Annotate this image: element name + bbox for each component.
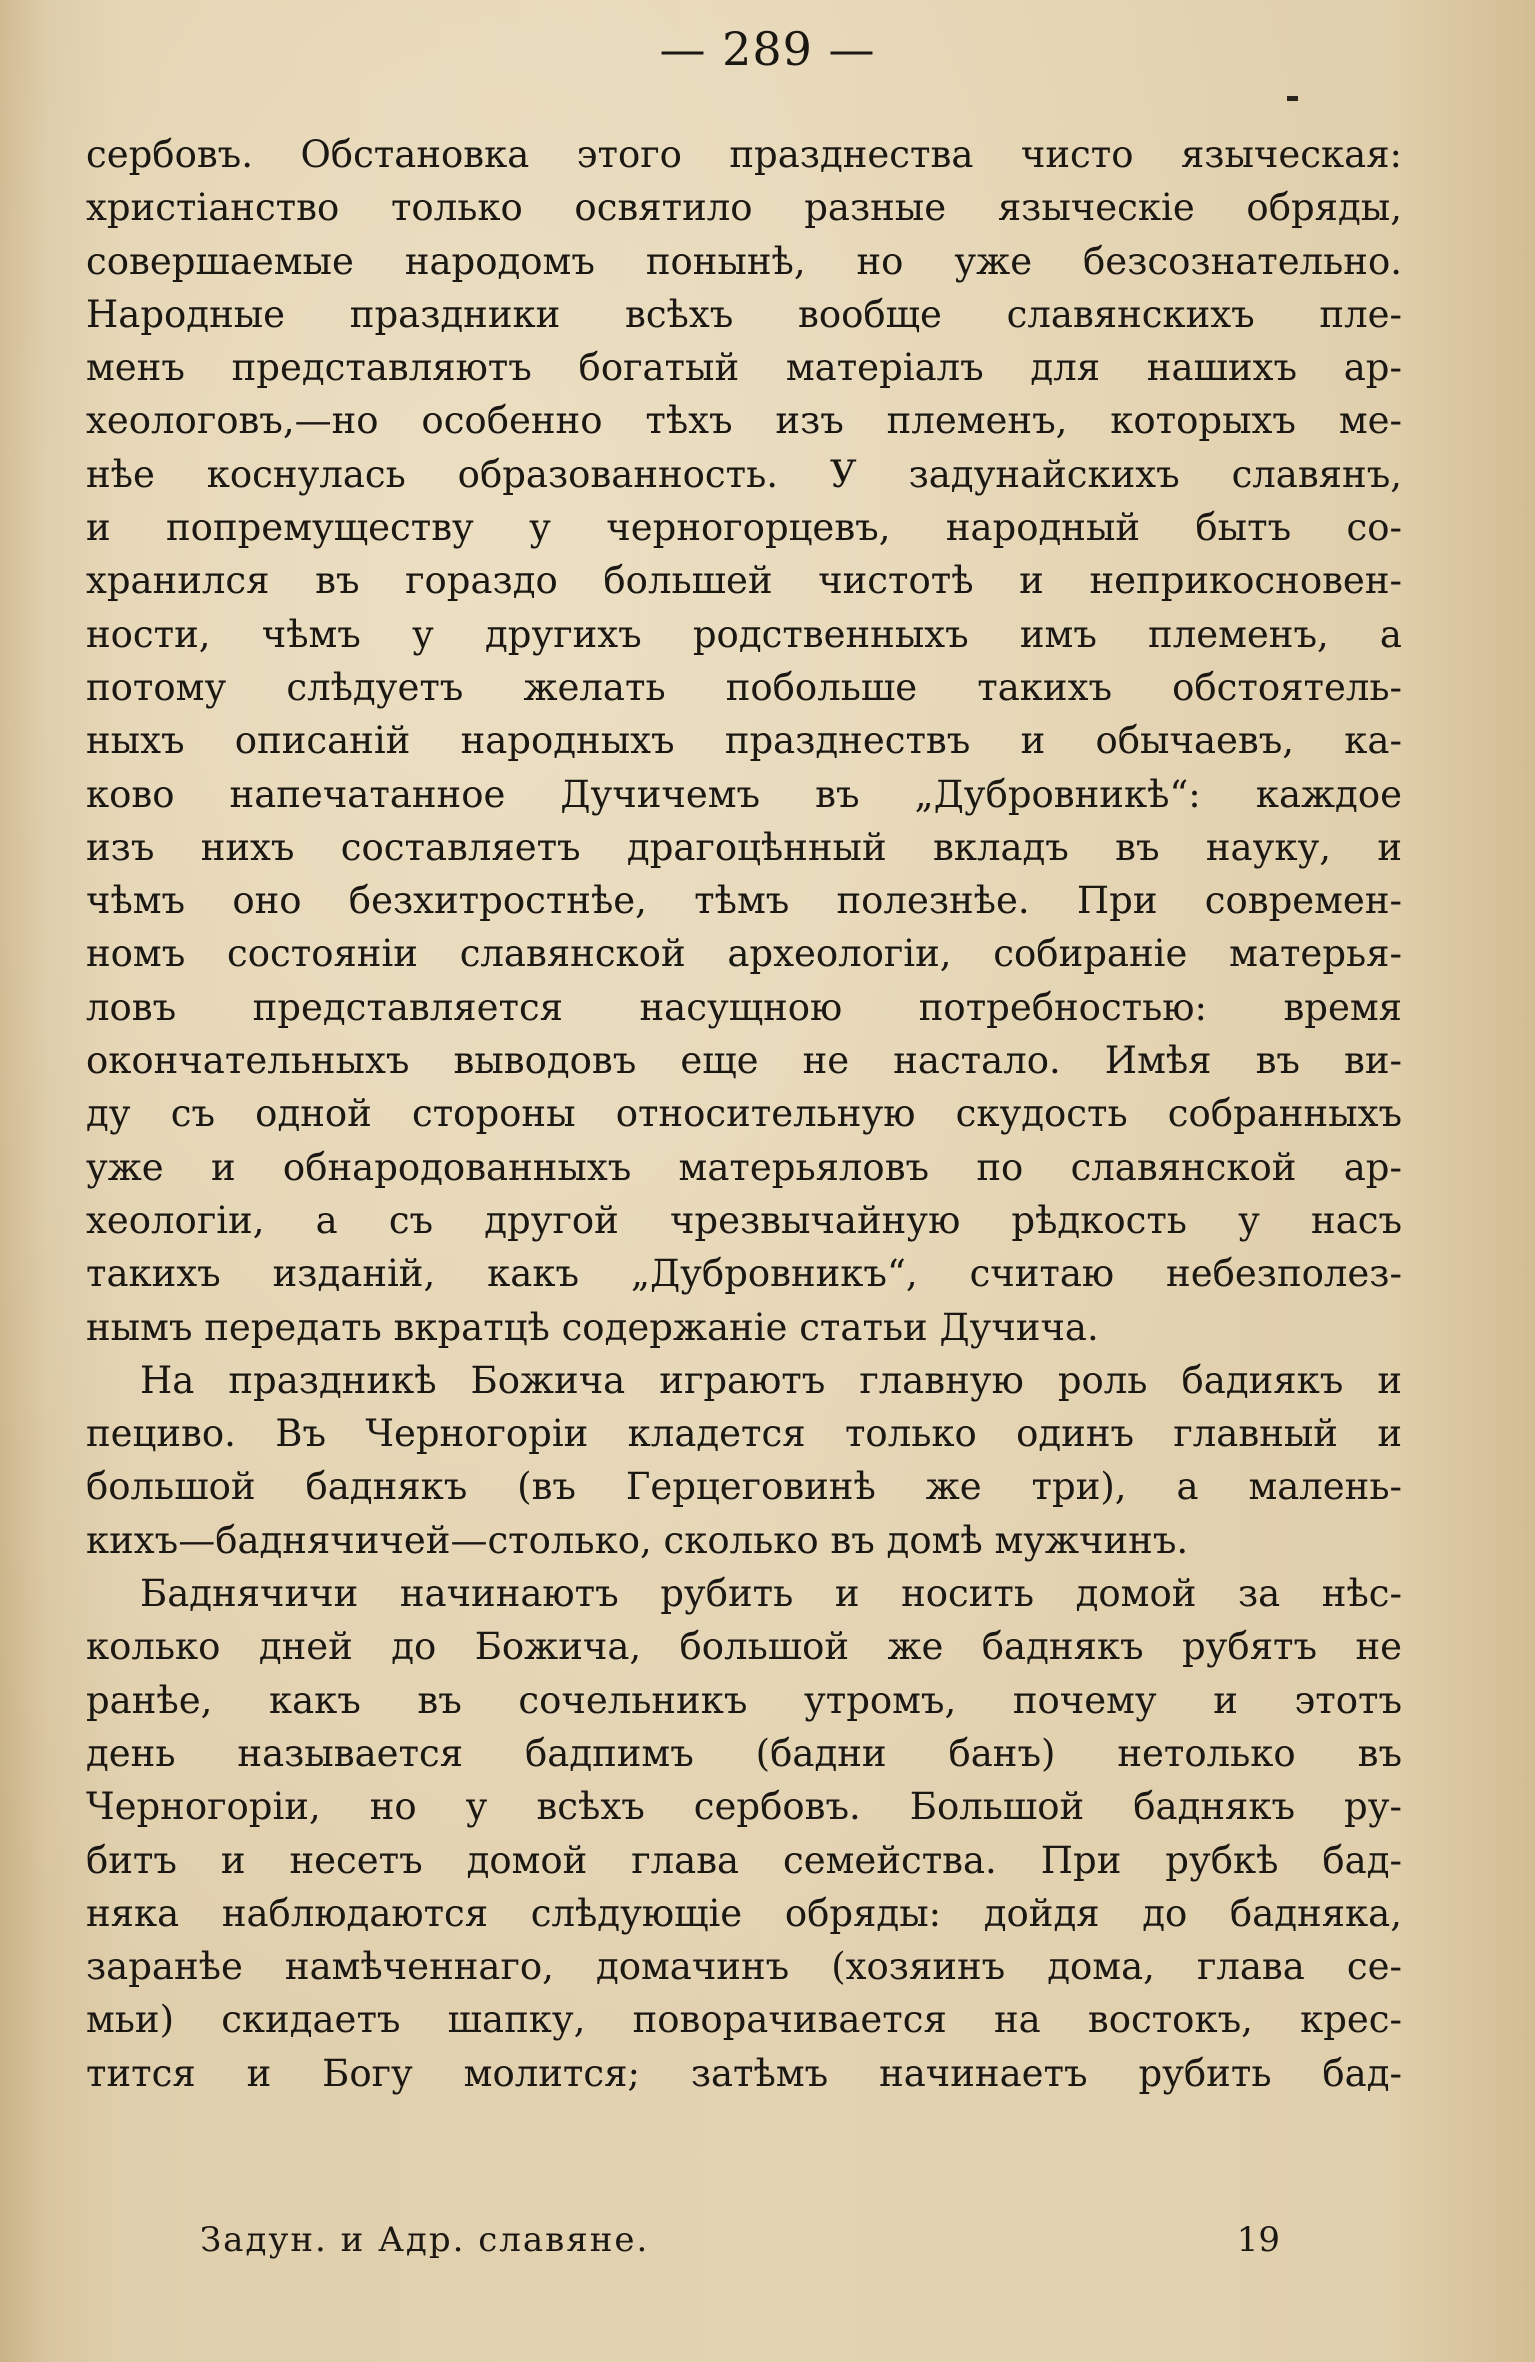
text-line: уже и обнародованныхъ матерьяловъ по славянской ар- xyxy=(86,1145,1402,1189)
text-line: сербовъ. Обстановка этого празднества чисто языческая: xyxy=(86,133,1402,176)
text-line: окончательныхъ выводовъ еще не настало. Имѣя въ ви- xyxy=(86,1039,1402,1083)
text-line: ду съ одной стороны относительную скудость собранныхъ xyxy=(86,1092,1402,1136)
text-line: чѣмъ оно безхитростнѣе, тѣмъ полезнѣе. При современ- xyxy=(86,879,1402,923)
text-line: хранился въ гораздо большей чистотѣ и неприкосновен- xyxy=(86,559,1402,603)
text-line: колько дней до Божича, большой же баднякъ рубятъ не xyxy=(86,1625,1402,1669)
text-line: ности, чѣмъ у другихъ родственныхъ имъ племенъ, а xyxy=(86,612,1402,656)
text-line: ловъ представляется насущною потребностью: время xyxy=(86,985,1402,1029)
text-line: христіанство только освятило разные языческіе обряды, xyxy=(86,186,1402,230)
text-line: кихъ—баднячичей—столько, сколько въ домѣ мужчинъ. xyxy=(86,1518,1189,1562)
text-line: номъ состояніи славянской археологіи, собираніе матерья- xyxy=(86,932,1402,976)
text-line: хеологовъ,—но особенно тѣхъ изъ племенъ, которыхъ ме- xyxy=(86,399,1402,443)
text-line: день называется бадпимъ (бадни банъ) нетолько въ xyxy=(86,1731,1402,1775)
text-line: ранѣе, какъ въ сочельникъ утромъ, почему и этотъ xyxy=(86,1678,1402,1722)
text-line: изъ нихъ составляетъ драгоцѣнный вкладъ въ науку, и xyxy=(86,825,1402,869)
text-line: ныхъ описаній народныхъ празднествъ и обычаевъ, ка- xyxy=(86,719,1402,763)
text-line: Народные праздники всѣхъ вообще славянскихъ пле- xyxy=(86,292,1402,336)
text-line: нѣе коснулась образованность. У задунайскихъ славянъ, xyxy=(86,452,1402,496)
text-line: потому слѣдуетъ желать побольше такихъ обстоятель- xyxy=(86,665,1402,709)
text-line: тится и Богу молится; затѣмъ начинаетъ рубить бад- xyxy=(86,2051,1402,2095)
text-line: Баднячичи начинаютъ рубить и носить домой за нѣс- xyxy=(140,1572,1402,1616)
ink-mark xyxy=(1287,96,1298,101)
page-number: — 289 — xyxy=(659,22,876,76)
text-line: На праздникѣ Божича играютъ главную роль бадиякъ и xyxy=(140,1358,1402,1402)
text-line: совершаемые народомъ понынѣ, но уже безсознательно. xyxy=(86,239,1402,283)
text-line: пециво. Въ Черногоріи кладется только одинъ главный и xyxy=(86,1412,1402,1456)
text-line: хеологіи, а съ другой чрезвычайную рѣдкость у насъ xyxy=(86,1198,1402,1242)
signature-number: 19 xyxy=(1236,2220,1280,2260)
page-footer xyxy=(200,2220,1280,2280)
text-line: менъ представляютъ богатый матеріалъ для нашихъ ар- xyxy=(86,346,1402,390)
text-line: Черногоріи, но у всѣхъ сербовъ. Большой баднякъ ру- xyxy=(86,1785,1402,1829)
text-line: ково напечатанное Дучичемъ въ „Дубровникѣ“: каждое xyxy=(86,772,1402,816)
text-line: мьи) скидаетъ шапку, поворачивается на востокъ, крес- xyxy=(86,1998,1402,2042)
text-line: няка наблюдаются слѣдующіе обряды: дойдя до бадняка, xyxy=(86,1891,1402,1935)
footer-title: Задун. и Адр. славяне. xyxy=(200,2220,650,2260)
text-line: такихъ изданій, какъ „Дубровникъ“, считаю небезполез- xyxy=(86,1252,1402,1296)
page-body xyxy=(86,128,1402,2100)
text-line: заранѣе намѣченнаго, домачинъ (хозяинъ дома, глава се- xyxy=(86,1945,1402,1989)
text-line: нымъ передать вкратцѣ содержаніе статьи Дучича. xyxy=(86,1305,1099,1349)
text-line: битъ и несетъ домой глава семейства. При рубкѣ бад- xyxy=(86,1838,1402,1882)
text-line: и попремуществу у черногорцевъ, народный бытъ со- xyxy=(86,506,1402,550)
text-line: большой баднякъ (въ Герцеговинѣ же три), а малень- xyxy=(86,1465,1402,1509)
